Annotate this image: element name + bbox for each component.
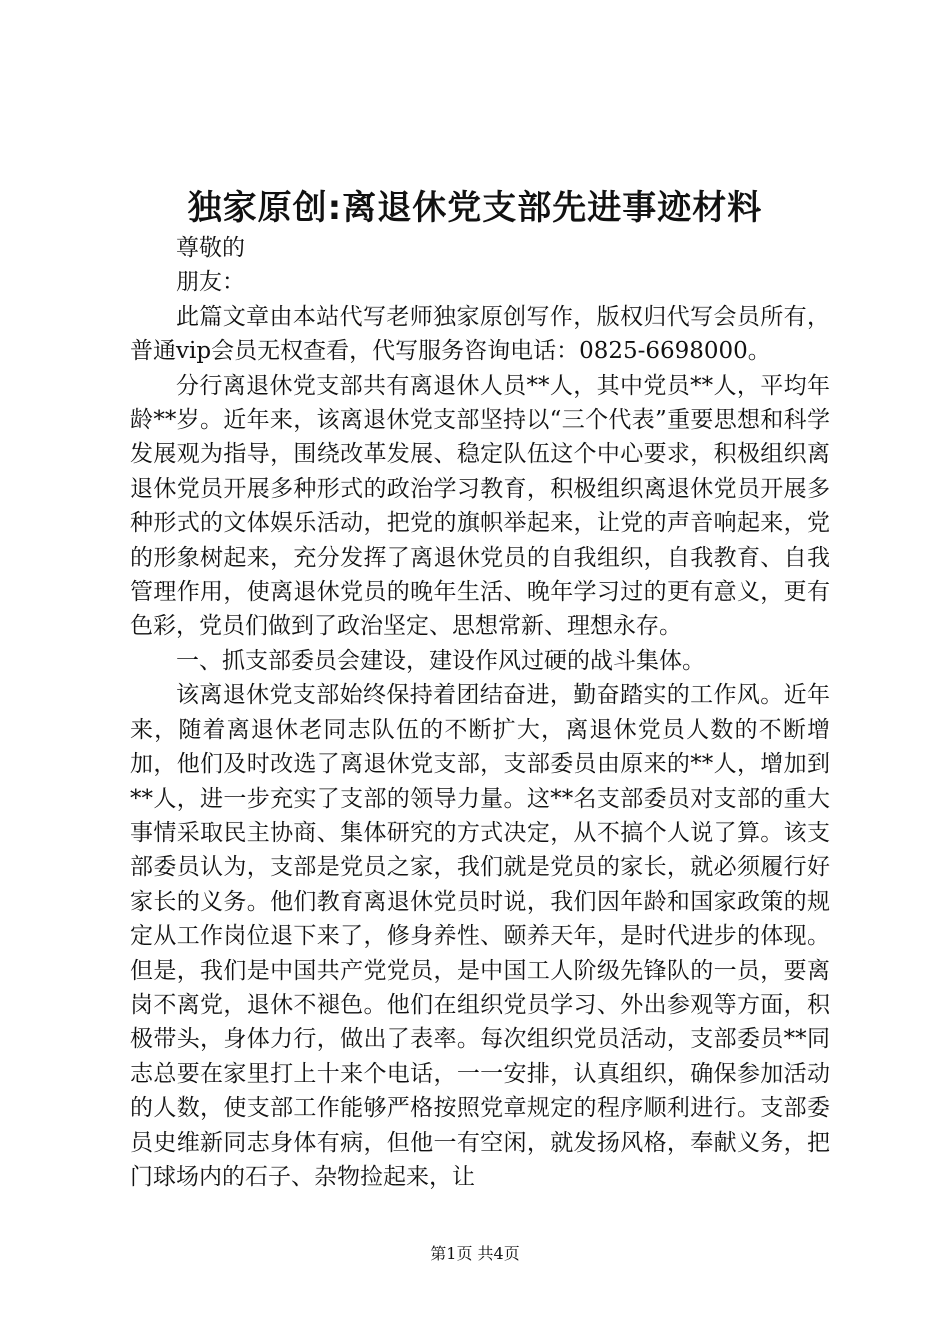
section-1-paragraph: 该离退休党支部始终保持着团结奋进，勤奋踏实的工作风。近年来，随着离退休老同志队伍的不断扩大，离退休党员人数的不断增加，他们及时改选了离退休党支部，支部委员由原来的**人，增加到**人，进一步充实了支部的领导力量。这**名支部委员对支部的重大事情采取民主协商、集体研究的方式决定，从不搞个人说了算。该支部委员认为，支部是党员之家，我们就是党员的家长，就必须履行好家长的义务。他们教育离退休党员时说，我们因年龄和国家政策的规定从工作岗位退下来了，修身养性、颐养天年，是时代进步的体现。但是，我们是中国共产党党员，是中国工人阶级先锋队的一员，要离岗不离党，退休不褪色。他们在组织党员学习、外出参观等方面，积极带头，身体力行，做出了表率。每次组织党员活动，支部委员**同志总要在家里打上十来个电话，一一安排，认真组织，确保参加活动的人数，使支部工作能够严格按照党章规定的程序顺利进行。支部委员史维新同志身体有病，但他一有空闲，就发扬风格，奉献义务，把门球场内的石子、杂物捡起来，让 bbox=[130, 682, 830, 1190]
copyright-notice-paragraph: 此篇文章由本站代写老师独家原创写作，版权归代写会员所有，普通vip会员无权查看，代写服务咨询电话：0825-6698000。 bbox=[130, 303, 830, 365]
page-number-footer: 第1页 共4页 bbox=[430, 1244, 520, 1263]
document-body bbox=[130, 231, 830, 1194]
document-title: 独家原创:离退休党支部先进事迹材料 bbox=[187, 188, 763, 228]
salutation-line-1: 尊敬的 bbox=[176, 235, 245, 261]
section-heading-1: 一、抓支部委员会建设，建设作风过硬的战斗集体。 bbox=[176, 647, 705, 674]
salutation-line-2: 朋友： bbox=[176, 269, 245, 296]
intro-paragraph: 分行离退休党支部共有离退休人员**人，其中党员**人，平均年龄**岁。近年来，该离退休党支部坚持以“三个代表”重要思想和科学发展观为指导，围绕改革发展、稳定队伍这个中心要求，积极组织离退休党员开展多种形式的政治学习教育，积极组织离退休党员开展多种形式的文体娱乐活动，把党的旗帜举起来，让党的声音响起来，党的形象树起来，充分发挥了离退休党员的自我组织，自我教育、自我管理作用，使离退休党员的晚年生活、晚年学习过的更有意义，更有色彩，党员们做到了政治坚定、思想常新、理想永存。 bbox=[130, 372, 830, 640]
